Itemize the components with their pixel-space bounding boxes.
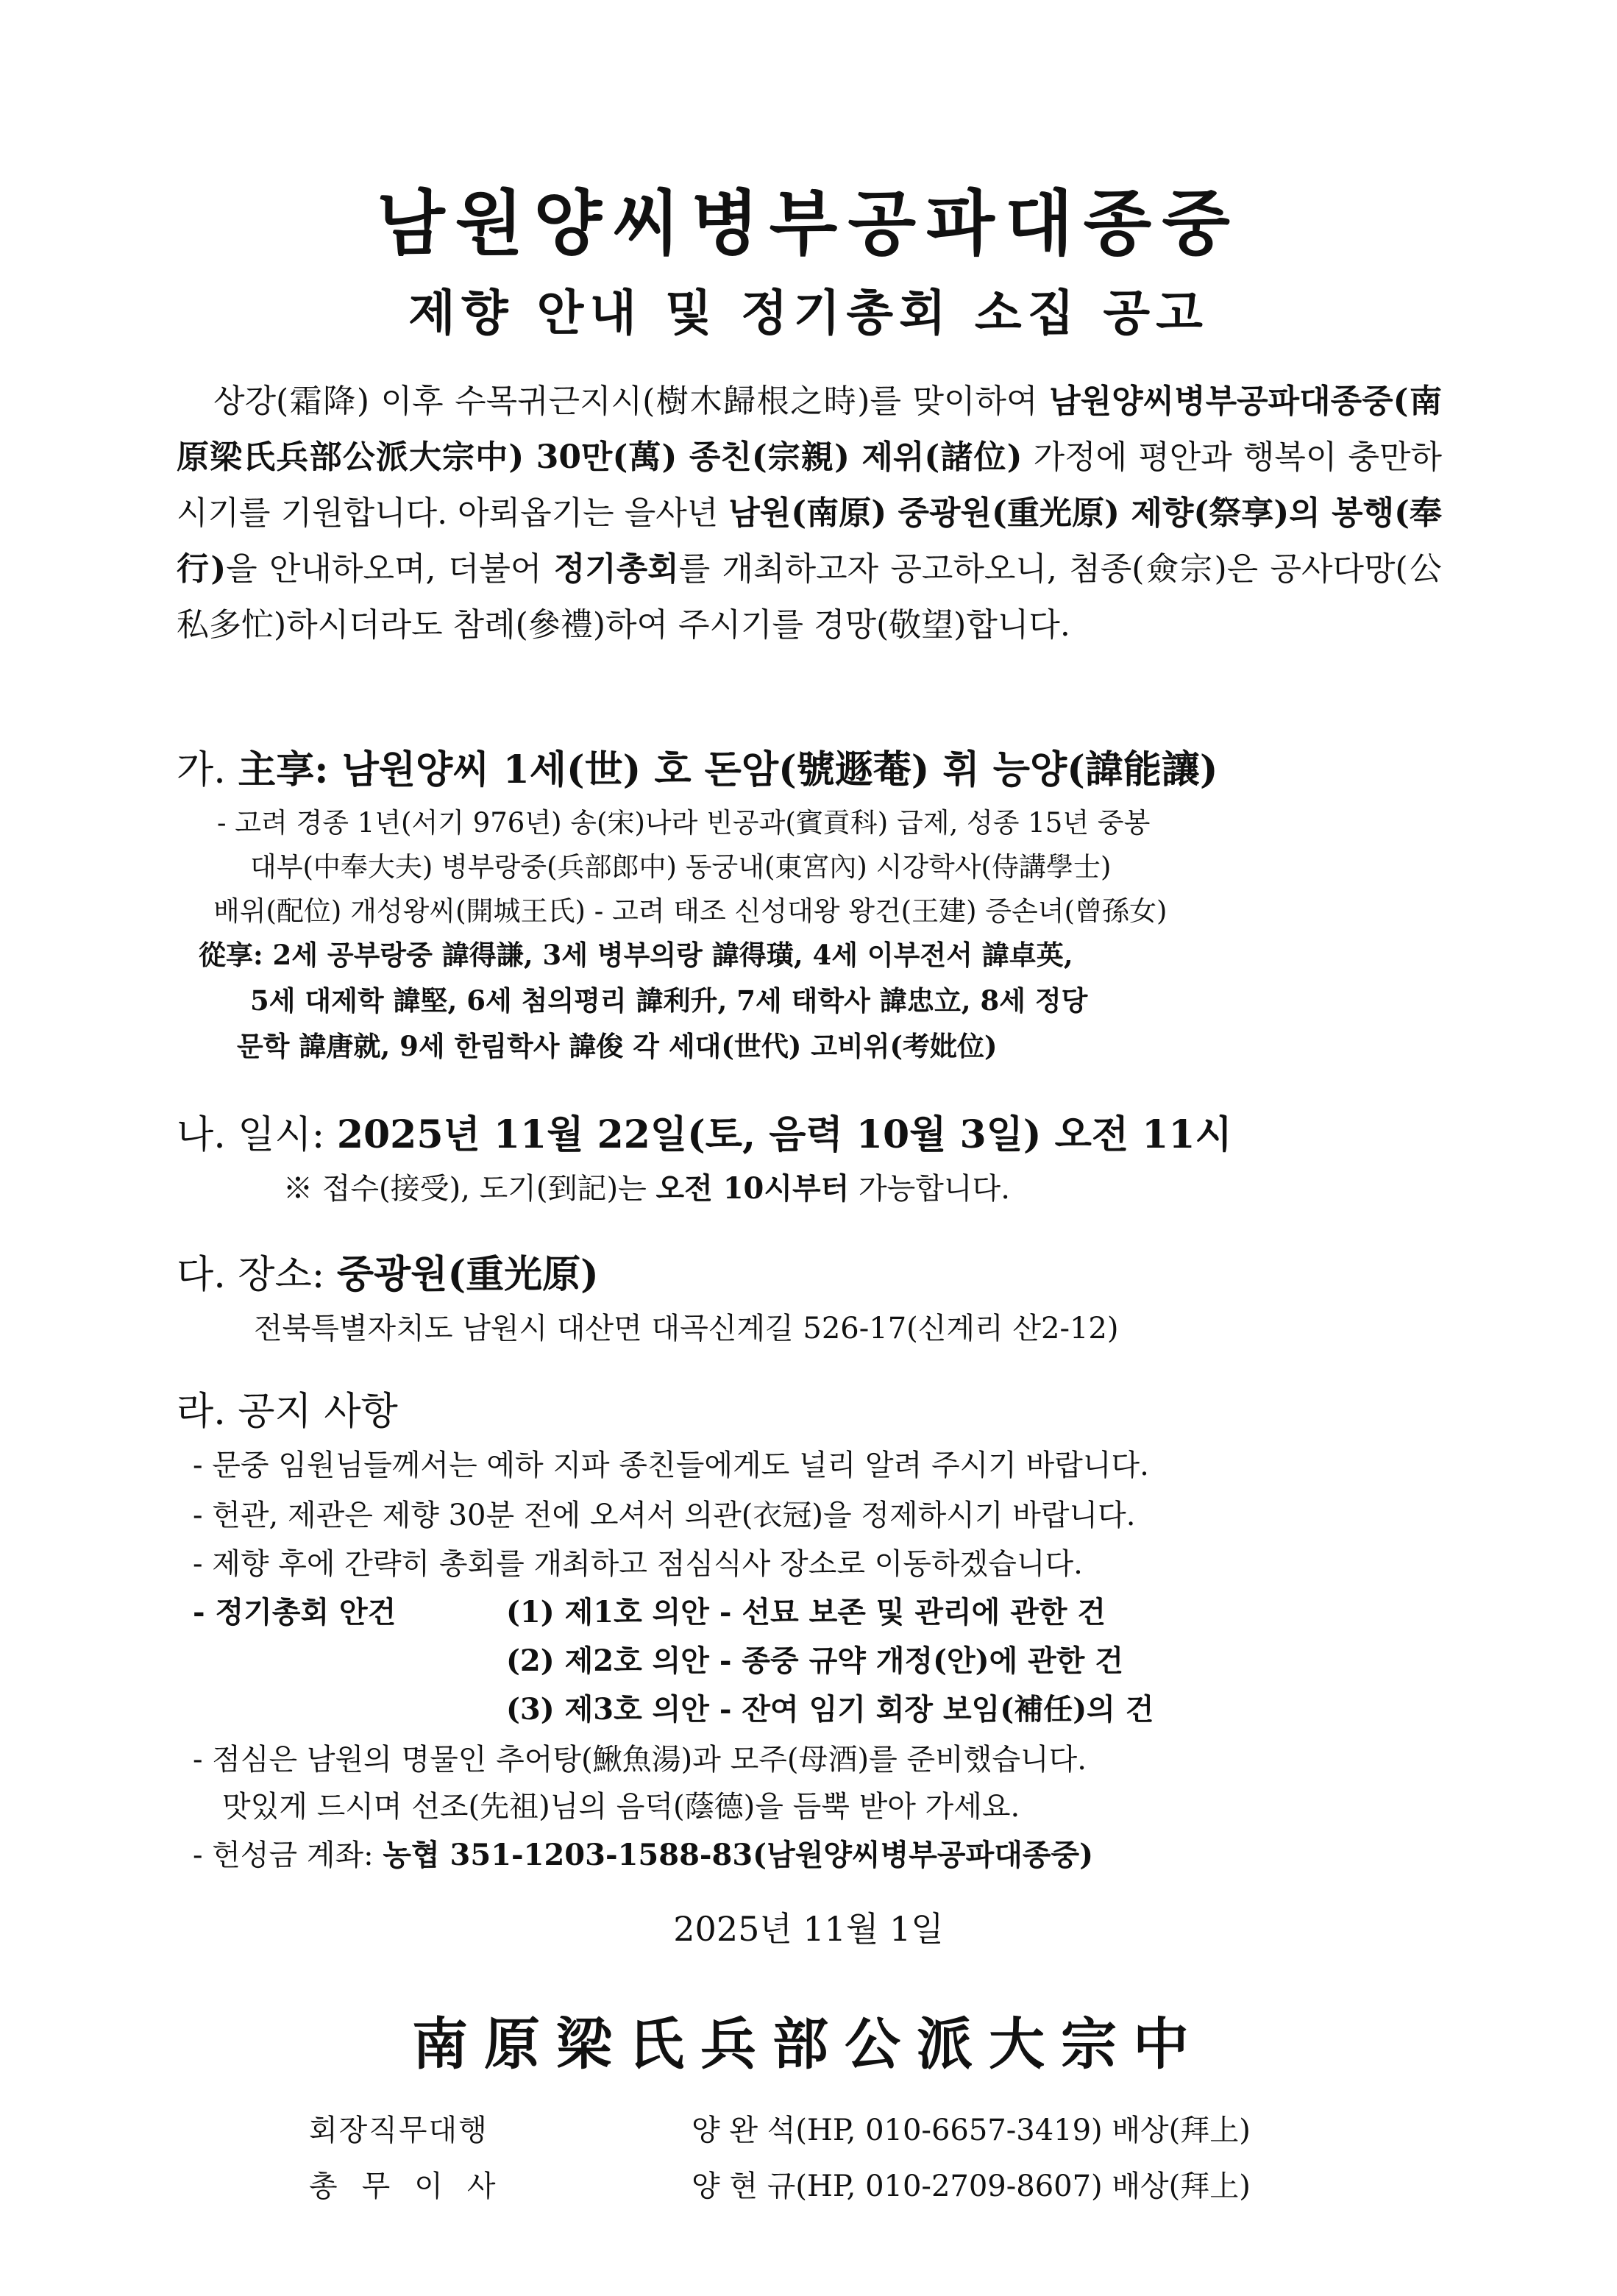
section-ga-prefix: 가. bbox=[177, 748, 238, 792]
agenda-item-3: (3) 제3호 의안 - 잔여 임기 회장 보임(補任)의 건 bbox=[506, 1692, 1154, 1727]
section-ra-title: 라. 공지 사항 bbox=[177, 1390, 398, 1434]
section-ga-line-2: 대부(中奉大夫) 병부랑중(兵部郎中) 동궁내(東宮內) 시강학사(侍講學士) bbox=[250, 851, 1112, 883]
intro-text-1: 상강(霜降) 이후 수목귀근지시(樹木歸根之時)를 맞이하여 bbox=[213, 383, 1050, 420]
intro-text-4: 를 개최하고자 공고하오니, 첨종(僉宗)은 공사다망(公私多忙)하시더라도 참례(參禮)하여 주시기를 경망(敬望)합니다. bbox=[177, 550, 1442, 644]
section-na-note-pre: ※ 접수(接受), 도기(到記)는 bbox=[283, 1172, 656, 1206]
lunch-line-1: - 점심은 남원의 명물인 추어탕(鰍魚湯)과 모주(母酒)를 준비했습니다. bbox=[193, 1743, 1087, 1777]
section-da-prefix: 다. 장소: bbox=[177, 1253, 337, 1297]
notice-date: 2025년 11월 1일 bbox=[673, 1909, 944, 1949]
section-ga-line-3: 배위(配位) 개성왕씨(開城王氏) - 고려 태조 신성대왕 왕건(王建) 증손녀(曾孫女) bbox=[213, 895, 1168, 927]
account-line bbox=[193, 1832, 1093, 1874]
agenda-item-2: (2) 제2호 의안 - 종중 규약 개정(안)에 관한 건 bbox=[506, 1643, 1123, 1678]
notice-item-1: - 문중 임원님들께서는 예하 지파 종친들에게도 널리 알려 주시기 바랍니다. bbox=[193, 1449, 1149, 1482]
section-ga-line-1: - 고려 경종 1년(서기 976년) 송(宋)나라 빈공과(賓貢科) 급제, 성종 15년 중봉 bbox=[217, 807, 1151, 839]
account-number: 농협 351-1203-1588-83(남원양씨병부공파대종중) bbox=[383, 1838, 1094, 1872]
intro-bold-2: 남원(南原) 중광원(重光原) 제향(祭享)의 봉행(奉行) bbox=[177, 494, 1442, 588]
section-na-datetime: 2025년 11월 22일(토, 음력 10월 3일) 오전 11시 bbox=[336, 1112, 1232, 1157]
signer-2-role: 총무이사 bbox=[309, 2169, 520, 2203]
signer-row-2 bbox=[309, 2163, 1251, 2205]
section-da-place: 중광원(重光原) bbox=[336, 1252, 599, 1297]
intro-bold-3: 정기총회 bbox=[553, 550, 679, 588]
lunch-line-2: 맛있게 드시며 선조(先祖)님의 음덕(蔭德)을 듬뿍 받아 가세요. bbox=[222, 1790, 1020, 1824]
intro-text-3: 을 안내하오며, 더불어 bbox=[226, 550, 554, 588]
section-na-note bbox=[283, 1165, 1010, 1207]
section-ga-congxiang-3: 문학 諱唐就, 9세 한림학사 諱俊 각 세대(世代) 고비위(考妣位) bbox=[237, 1030, 998, 1062]
signer-2-name: 양 현 규(HP, 010-2709-8607) 배상(拜上) bbox=[692, 2169, 1251, 2203]
section-na-note-post: 가능합니다. bbox=[849, 1172, 1010, 1206]
section-ra-heading bbox=[177, 1380, 398, 1435]
section-na-heading bbox=[177, 1103, 1232, 1159]
signer-1-name: 양 완 석(HP, 010-6657-3419) 배상(拜上) bbox=[692, 2114, 1251, 2147]
section-ga-congxiang-2: 5세 대제학 諱堅, 6세 첨의평리 諱利升, 7세 태학사 諱忠立, 8세 정당 bbox=[250, 984, 1088, 1017]
signer-row-1 bbox=[309, 2107, 1251, 2149]
notice-item-3: - 제향 후에 간략히 총회를 개최하고 점심식사 장소로 이동하겠습니다. bbox=[193, 1547, 1083, 1581]
page-subtitle: 제향 안내 및 정기총회 소집 공고 bbox=[408, 284, 1209, 341]
account-label: - 헌성금 계좌: bbox=[193, 1838, 383, 1872]
intro-text-2: 가정에 평안과 행복이 충만하시기를 기원합니다. 아뢰옵기는 을사년 bbox=[177, 438, 1442, 532]
section-da-heading bbox=[177, 1243, 599, 1298]
agenda-item-1: (1) 제1호 의안 - 선묘 보존 및 관리에 관한 건 bbox=[506, 1595, 1106, 1629]
intro-paragraph bbox=[177, 374, 1442, 653]
section-ga-congxiang-1: 從享: 2세 공부랑중 諱得謙, 3세 병부의랑 諱得璜, 4세 이부전서 諱卓英, bbox=[199, 939, 1073, 971]
section-na-prefix: 나. 일시: bbox=[177, 1113, 337, 1157]
section-ga-title: 主享: 남원양씨 1세(世) 호 돈암(號遯菴) 휘 능양(諱能讓) bbox=[238, 747, 1218, 792]
organization-name: 南原梁氏兵部公派大宗中 bbox=[412, 2011, 1205, 2077]
page-title: 남원양씨병부공파대종중 bbox=[376, 182, 1241, 265]
section-da-address: 전북특별자치도 남원시 대산면 대곡신계길 526-17(신계리 산2-12) bbox=[254, 1312, 1119, 1346]
section-na-note-bold: 오전 10시부터 bbox=[655, 1171, 850, 1206]
intro-bold-1: 남원양씨병부공파대종중(南原梁氏兵部公派大宗中) 30만(萬) 종친(宗親) 제위(諸位) bbox=[177, 383, 1442, 476]
section-ga-heading bbox=[177, 739, 1218, 794]
notice-item-2: - 헌관, 제관은 제향 30분 전에 오셔서 의관(衣冠)을 정제하시기 바랍니다. bbox=[193, 1499, 1136, 1532]
signer-1-role: 회장직무대행 bbox=[309, 2114, 488, 2147]
agenda-label: - 정기총회 안건 bbox=[193, 1595, 397, 1629]
